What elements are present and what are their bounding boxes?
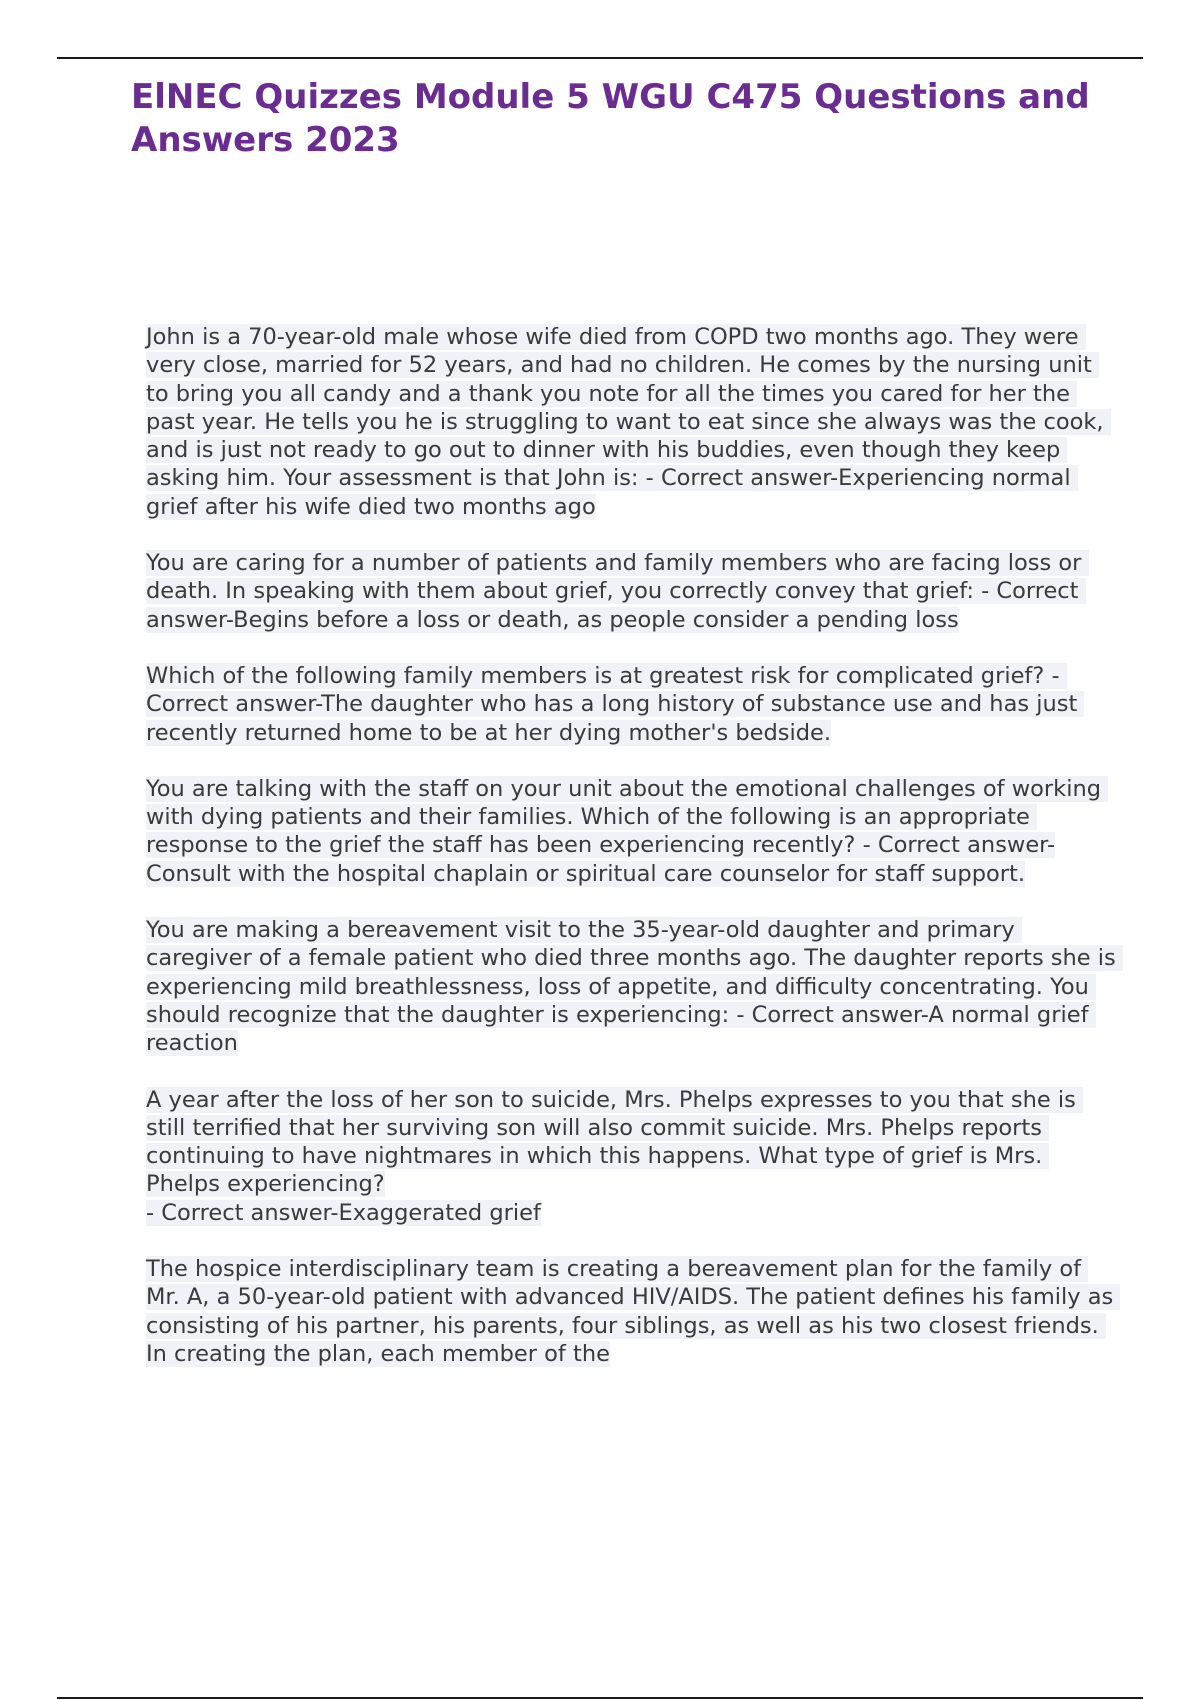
question-answer-text: A year after the loss of her son to suicide, Mrs. Phelps expresses to you that she is still terrified that her surviving son will also commit suicide. Mrs. Phelps reports continuing to have nightmares in which this happens. What type of grief is Mrs. Phelps experiencing? - Correct answer-Exaggerated grief: [146, 1087, 1083, 1226]
question-answer-text: John is a 70-year-old male whose wife died from COPD two months ago. They were very close, married for 52 years, and had no children. He comes by the nursing unit to bring you all candy and a thank you note for all the times you cared for her the past year. He tells you he is struggling to want to eat since she always was the cook, and is just not ready to go out to dinner with his buddies, even though they keep asking him. Your assessment is that John is: - Correct answer-Experiencing normal grief after his wife died two months ago: [146, 324, 1111, 520]
question-answer-2: [146, 549, 1116, 634]
question-answer-text: The hospice interdisciplinary team is creating a bereavement plan for the family of Mr. A, a 50-year-old patient with advanced HIV/AIDS. The patient defines his family as consisting of his partner, his parents, four siblings, as well as his two closest friends. In creating the plan, each member of the: [146, 1256, 1121, 1367]
question-answer-1: [146, 323, 1116, 521]
question-answer-text: You are talking with the staff on your unit about the emotional challenges of working with dying patients and their families. Which of the following is an appropriate response to the grief the staff has been experiencing recently? - Correct answer-Consult with the hospital chaplain or spiritual care counselor for staff support.: [146, 775, 1109, 887]
bottom-rule: [57, 1697, 1143, 1699]
document-title: ElNEC Quizzes Module 5 WGU C475 Questions and Answers 2023: [131, 77, 1090, 160]
question-answer-3: [146, 662, 1116, 747]
question-answer-6: [146, 1086, 1116, 1227]
question-answer-text: You are making a bereavement visit to the 35-year-old daughter and primary caregiver of a female patient who died three months ago. The daughter reports she is experiencing mild breathlessness, loss of appetite, and difficulty concentrating. You should recognize that the daughter is experiencing: - Correct answer-A normal grief reaction: [146, 917, 1123, 1057]
question-answer-text: You are caring for a number of patients and family members who are facing loss or death. In speaking with them about grief, you correctly convey that grief: - Correct answer-Begins before a loss or death, as people consider a pending loss: [146, 550, 1089, 633]
question-answer-5: [146, 916, 1123, 1057]
question-answer-7: [146, 1255, 1121, 1368]
question-answer-4: [146, 775, 1116, 888]
top-rule: [57, 57, 1143, 59]
question-list: [146, 323, 1123, 1396]
question-answer-text: Which of the following family members is at greatest risk for complicated grief? - Correct answer-The daughter who has a long history of substance use and has just recently returned home to be at her dying mother's bedside.: [146, 662, 1085, 746]
